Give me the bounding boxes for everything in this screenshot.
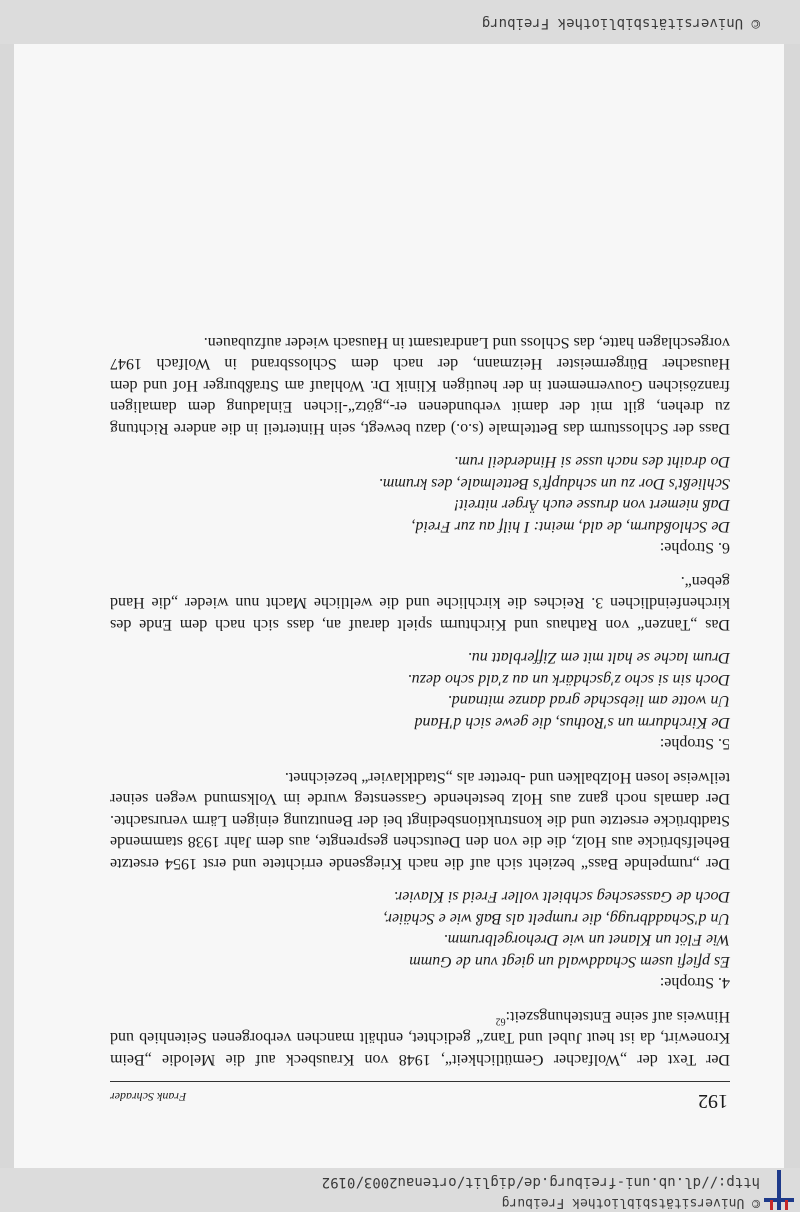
paragraph-4: Der „rumpelnde Bass“ bezieht sich auf die nach Kriegsende errichtete und erst 1954 ersetzte Behelfsbrücke aus Holz, die die von den Deutschen gesprengte, aus dem Jahr 1938 stammende Stadtbrücke ersetzte und die konstruktionsbedingt bei der Benutzung einigen Lärm verursachte. Der damals noch ganz aus Holz bestehende Gassensteg wurde im Volksmund wegen seiner teilweise losen Holzbalken und -bretter als „Stadtklavier“ bezeichnet. xyxy=(110,769,730,872)
strophe-5-verse xyxy=(110,647,730,733)
page-url-link[interactable]: http://dl.ub.uni-freiburg.de/diglit/ortenau2003/0192 xyxy=(321,1174,760,1190)
verse-line: Un d'Schaddbrugg, die rumpelt als Baß wie e Schäier, xyxy=(383,910,730,927)
running-author: Frank Schrader xyxy=(110,1090,187,1104)
paragraph-5: Das „Tanzen“ von Rathaus und Kirchturm spielt darauf an, dass sich nach dem Ende des kirchenfeindlichen 3. Reiches die kirchliche und die weltliche Macht nun wieder „die Hand geben“. xyxy=(110,573,730,633)
footnote-ref[interactable]: 62 xyxy=(495,1015,506,1027)
footer-copyright: © Universitätsbibliothek Freiburg xyxy=(481,15,760,31)
paragraph-6: Dass der Schlossturm das Bettelmale (s.o.) dazu bewegt, sein Hinterteil in die andere Richtung zu drehen, gilt mit der damit verbundenen er-„götz“-lichen Einladung dem damaligen französichen Gouvernement in der heutigen Klinik Dr. Wohlauf am Straßburger Hof und dem Hausacher Bürgermeister Heizmann, der nach dem Schlossbrand in Wolfach 1947 vorgeschlagen hatte, das Schloss und Landratsamt in Hausach wieder aufzubauen. xyxy=(110,334,730,437)
footer-bar xyxy=(0,0,800,44)
ub-freiburg-logo-icon xyxy=(764,1170,794,1210)
verse-line: Doch de Gassescheg schbielt voller Freid si Klavier. xyxy=(393,888,730,906)
verse-line: De Schloßdurm, de ald, meint: I hilf au zur Freid, xyxy=(411,518,730,535)
running-header xyxy=(110,1081,730,1118)
strophe-4-verse xyxy=(110,886,730,972)
verse-line: Doch sin si scho z'gschdärk un au z'ald scho dezu. xyxy=(407,671,730,688)
verse-line: Schließt's Dor zu un schdupft's Bettelmale, des krumm. xyxy=(378,475,730,492)
verse-line: Un wotte am liebschde grad danze mitnand. xyxy=(447,692,730,710)
strophe-6-verse xyxy=(110,451,730,537)
scanned-page xyxy=(14,44,784,1168)
intro-paragraph: Der Text der „Wolfacher Gemütlichkeit“, 1948 von Krausbeck auf die Melodie „Beim Kronewirt, da ist heut Jubel und Tanz“ gedichtet, enthält manchen verborgenen Seitenhieb und Hinweis auf seine Entstehungszeit:$^{62}$ xyxy=(110,1008,730,1068)
verse-line: De Kirchdurm un s'Rothus, die gewe sich d'Hand xyxy=(414,714,730,731)
verse-line: Do draiht des nach usse si Hinderdeil rum. xyxy=(454,453,730,471)
page-number: 192 xyxy=(698,1090,728,1112)
strophe-4-title: 4. Strophe: xyxy=(659,974,730,992)
strophe-6-title: 6. Strophe: xyxy=(659,539,730,557)
verse-line: Wie Flöt un Klanet un wie Drehorgelbrumm. xyxy=(443,931,730,949)
verse-line: Es pfiefi usem Schaddwald un giegt vun de Gumm xyxy=(409,953,730,970)
body-text xyxy=(110,332,730,1071)
strophe-5-title: 5. Strophe: xyxy=(659,735,730,753)
verse-line: Drum lache se halt mit em Zifferblatt nu. xyxy=(467,649,730,667)
header-copyright: © Universitätsbibliothek Freiburg xyxy=(501,1195,760,1210)
header-bar xyxy=(0,1168,800,1212)
verse-line: Daß niemert von drusse euch Ärger nitreit! xyxy=(453,496,730,514)
